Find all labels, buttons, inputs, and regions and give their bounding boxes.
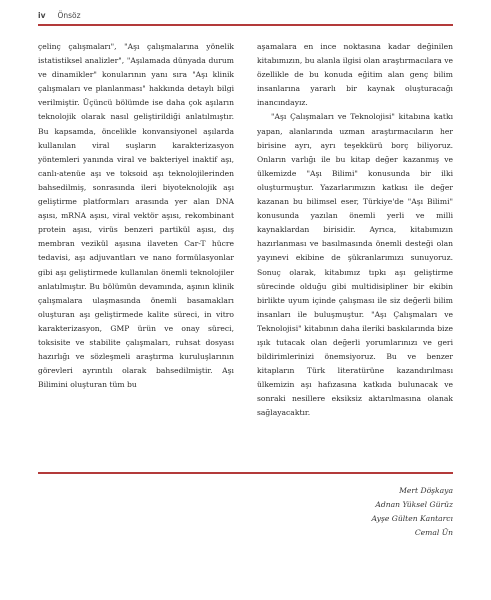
left-column	[38, 40, 234, 392]
signature-name: Ayşe Gülten Kantarcı	[371, 514, 453, 523]
signature-name: Mert Döşkaya	[399, 486, 453, 495]
right-column	[257, 40, 453, 421]
footer-rule	[38, 472, 453, 474]
page-header	[38, 11, 81, 20]
left-paragraph-1: çelinç çalışmaları", "Aşı çalışmalarına yönelik istatistiksel analizler", "Aşılamada dünyada durum ve dinamikler" konularının yanı sıra "Aşı klinik çalışmaları ve planlanması" hakkında detaylı bilgi verilmiştir. Üçüncü bölümde ise daha çok aşıların teknolojik olarak nasıl geliştirildiği anlatılmıştır. Bu kapsamda, öncelikle konvansiyonel aşılarda kullanılan viral suşların karakterizasyon yöntemleri yanında viral ve bakteriyel inaktif aşı, canlı-atenüe aşı ve toksoid aşı teknolojilerinden bahsedilmiş, sonrasında ileri biyoteknolojik aşı geliştirme platformları arasında yer alan DNA aşısı, mRNA aşısı, viral vektör aşısı, rekombinant protein aşısı, virüs benzeri partikül aşısı, dış membran vezikül aşısına ilaveten Car-T hücre tedavisi, aşı adjuvantları ve nano formülasyonlar gibi aşı geliştirmede kullanılan önemli teknolojiler anlatılmıştır. Bu bölümün devamında, aşının klinik çalışmalara ulaşmasında önemli basamakları oluşturan aşı geliştirmede kalite süreci, in vitro karakterizasyon, GMP ürün ve onay süreci, toksisite ve stabilite çalışmaları, ruhsat dosyası hazırlığı ve sözleşmeli araştırma kuruluşlarının görevleri ayrıntılı olarak bahsedilmiştir. Aşı Bilimini oluşturan tüm bu	[38, 42, 234, 390]
header-rule	[38, 24, 453, 26]
signature-block	[372, 484, 454, 540]
page-number: iv	[38, 11, 46, 20]
signature-name: Cemal Ün	[414, 528, 453, 537]
section-title: Önsöz	[57, 11, 81, 20]
right-paragraph-2: "Aşı Çalışmaları ve Teknolojisi" kitabına katkı yapan, alanlarında uzman araştırmacıların her birisine ayrı, ayrı teşekkürü borç biliyoruz. Onların varlığı ile bu kitap değer kazanmış ve ülkemizde "Aşı Bilimi" konusunda bir ilki oluşturmuştur. Yazarlarımızın katkısı ile değer kazanan bu bilimsel eser, Türkiye'de "Aşı Bilimi" konusunda yazılan önemli yerli ve milli kaynaklardan birisidir. Ayrıca, kitabımızın hazırlanması ve basılmasında önemli desteği olan yayınevi ekibine de şükranlarımızı sunuyoruz. Sonuç olarak, kitabımız tıpkı aşı geliştirme sürecinde olduğu gibi multidisipliner bir ekibin birlikte uyum içinde çalışması ile siz değerli bilim insanları ile buluşmuştur. "Aşı Çalışmaları ve Teknolojisi" kitabının daha ileriki baskılarında bize ışık tutacak olan değerli yorumlarınızı ve geri bildirimlerinizi önemsiyoruz. Bu ve benzer kitapların Türk literatürüne kazandırılması ülkemizin aşı hafızasına katkıda bulunacak ve sonraki nesillere eksiksiz aktarılmasına olanak sağlayacaktır.	[257, 112, 453, 418]
right-paragraph-1: aşamalara en ince noktasına kadar değinilen kitabımızın, bu alanla ilgisi olan araştırmacılara ve özellikle de bu konuda eğitim alan genç bilim insanlarına yararlı bir kaynak oluşturacağı inancındayız.	[257, 42, 453, 108]
signature-name: Adnan Yüksel Gürüz	[375, 500, 453, 509]
